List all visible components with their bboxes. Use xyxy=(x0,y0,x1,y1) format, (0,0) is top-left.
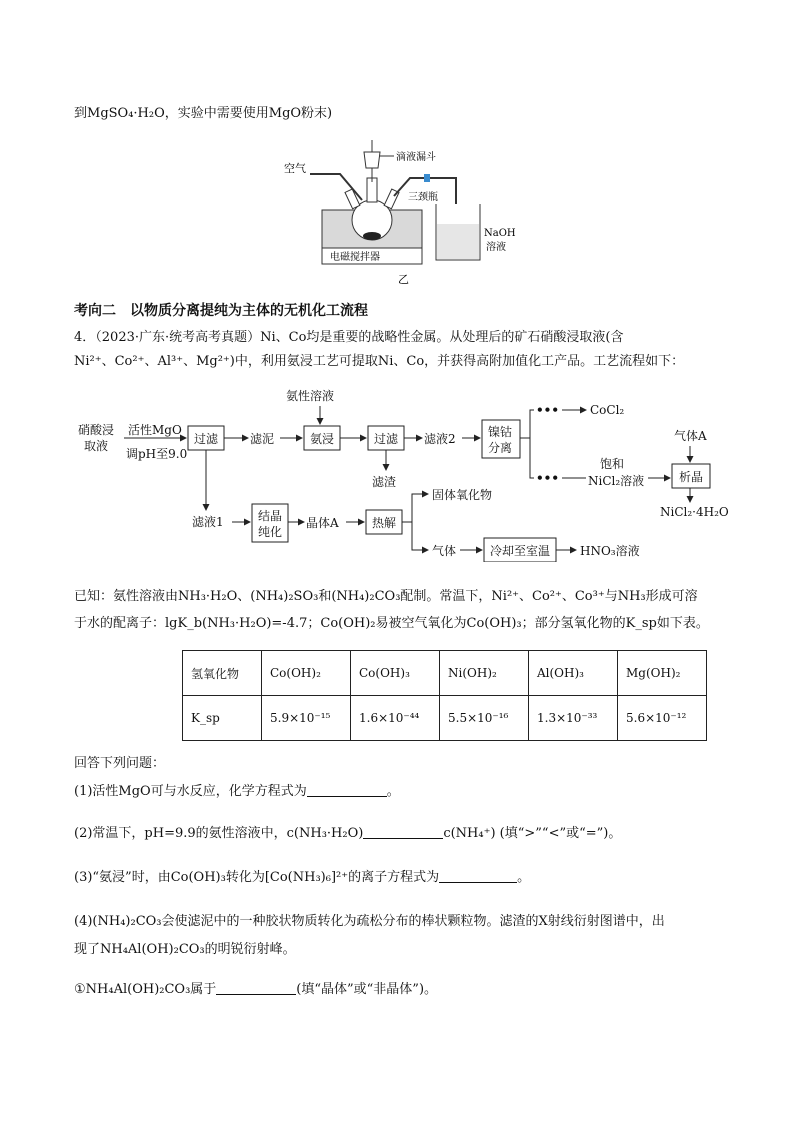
crystallize-label: 析晶 xyxy=(679,470,704,484)
q2-text: (2)常温下，pH=9.9的氨性溶液中，c(NH₃·H₂O) xyxy=(74,826,364,841)
ksp-table xyxy=(182,650,707,741)
q4a-end: (填“晶体”或“非晶体”)。 xyxy=(296,982,438,997)
tube-connector xyxy=(424,174,430,182)
ammonia-leach-label: 氨浸 xyxy=(310,432,335,446)
label-fig: 乙 xyxy=(398,273,409,286)
stir-bar xyxy=(363,232,381,240)
table-header-cell: Co(OH)₃ xyxy=(351,651,440,696)
question-2 xyxy=(74,822,621,841)
arrow-to-gas xyxy=(412,522,428,550)
feed-label-2: 取液 xyxy=(84,439,109,453)
solid-oxide-label: 固体氧化物 xyxy=(432,488,493,502)
q2-answer-blank[interactable] xyxy=(363,825,443,839)
question-1 xyxy=(74,780,400,799)
table-header-cell: Co(OH)₂ xyxy=(262,651,351,696)
filter-1-label: 过滤 xyxy=(194,432,219,446)
filter-2-label: 过滤 xyxy=(374,432,399,446)
crystal-a-label: 晶体A xyxy=(306,516,339,530)
table-header-cell: 氢氧化物 xyxy=(183,651,262,696)
table-header-cell: Al(OH)₃ xyxy=(529,651,618,696)
label-funnel: 滴液漏斗 xyxy=(396,152,436,163)
question-4-line-2: 现了NH₄Al(OH)₂CO₃的明锐衍射峰。 xyxy=(74,942,296,957)
filtrate-2-label: 滤液2 xyxy=(424,432,456,446)
question-4-line-1: (4)(NH₄)₂CO₃会使滤泥中的一种胶状物质转化为疏松分布的棒状颗粒物。滤渣的X射线衍射图谱中，出 xyxy=(74,914,665,929)
question-4a xyxy=(74,978,437,997)
dots-upper: ••• xyxy=(536,403,560,417)
ksp-value-row xyxy=(183,696,707,741)
answer-intro: 回答下列问题： xyxy=(74,756,166,771)
label-naoh-2: 溶液 xyxy=(486,242,506,253)
known-line-2: 于水的配离子：lgK_b(NH₃·H₂O)=-4.7；Co(OH)₂易被空气氧化为Co(OH)₃；部分氢氧化物的K_sp如下表。 xyxy=(74,616,709,631)
cocl2-label: CoCl₂ xyxy=(590,403,625,417)
label-air: 空气 xyxy=(284,162,306,175)
table-cell: 5.6×10⁻¹² xyxy=(618,696,707,741)
table-cell: 1.6×10⁻⁴⁴ xyxy=(351,696,440,741)
table-cell: 1.3×10⁻³³ xyxy=(529,696,618,741)
separation-label-1: 镍钴 xyxy=(488,425,513,439)
known-line-1: 已知：氨性溶液由NH₃·H₂O、(NH₄)₂SO₃和(NH₄)₂CO₃配制。常温下，Ni²⁺、Co²⁺、Co³⁺与NH₃形成可溶 xyxy=(74,589,698,604)
table-cell: 5.5×10⁻¹⁶ xyxy=(440,696,529,741)
filtrate-1-label: 滤液1 xyxy=(192,515,224,529)
table-row-label: K_sp xyxy=(183,696,262,741)
cooling-label: 冷却至室温 xyxy=(490,544,551,558)
ksp-header-row xyxy=(183,651,707,696)
intro-line xyxy=(74,102,332,121)
residue-label: 滤渣 xyxy=(372,475,397,489)
label-stirrer: 电磁搅拌器 xyxy=(330,252,380,263)
ammonia-solution-label: 氨性溶液 xyxy=(286,389,335,403)
q3-end: 。 xyxy=(517,870,531,885)
naoh-liquid xyxy=(437,224,479,259)
flask-left-neck xyxy=(345,189,360,209)
gas-label: 气体 xyxy=(432,544,457,558)
q4a-answer-blank[interactable] xyxy=(216,981,296,995)
q1-text: (1)活性MgO可与水反应，化学方程式为 xyxy=(74,784,307,799)
gas-a-label: 气体A xyxy=(674,429,707,443)
question-line-2: Ni²⁺、Co²⁺、Al³⁺、Mg²⁺)中，利用氨浸工艺可提取Ni、Co，并获得高附加值化工产品。工艺流程如下： xyxy=(74,354,685,369)
intro-formula: MgSO₄·H₂O xyxy=(87,106,165,121)
apparatus-figure xyxy=(270,138,540,288)
q1-end: 。 xyxy=(386,784,400,799)
section-title: 考向二 以物质分离提纯为主体的无机化工流程 xyxy=(74,303,368,319)
saturated-label-1: 饱和 xyxy=(600,457,625,471)
pyrolysis-label: 热解 xyxy=(372,516,397,530)
table-header-cell: Mg(OH)₂ xyxy=(618,651,707,696)
dropping-funnel xyxy=(364,152,380,168)
separation-label-2: 分离 xyxy=(488,441,513,455)
q1-answer-blank[interactable] xyxy=(307,783,387,797)
feed-label-1: 硝酸浸 xyxy=(78,423,115,437)
q3-text: (3)“氨浸”时，由Co(OH)₃转化为[Co(NH₃)₆]²⁺的离子方程式为 xyxy=(74,870,440,885)
intro-suffix: ，实验中需要使用MgO粉末) xyxy=(164,106,333,121)
branch-up xyxy=(520,410,534,438)
sludge-label: 滤泥 xyxy=(250,432,275,446)
q2-end: c(NH₄⁺) (填“>”“<”或“=”)。 xyxy=(443,826,622,841)
reagent-mgo: 活性MgO xyxy=(128,423,182,437)
branch-down xyxy=(530,438,534,478)
process-flow-diagram xyxy=(76,382,766,562)
table-cell: 5.9×10⁻¹⁵ xyxy=(262,696,351,741)
reagent-ph: 调pH至9.0 xyxy=(126,447,188,461)
label-naoh-1: NaOH xyxy=(484,228,516,239)
nicl2-product-label: NiCl₂·4H₂O xyxy=(660,505,729,519)
question-3 xyxy=(74,866,530,885)
arrow-to-solid xyxy=(402,494,428,522)
q4a-text: ①NH₄Al(OH)₂CO₃属于 xyxy=(74,982,217,997)
dots-lower: ••• xyxy=(536,471,560,485)
table-header-cell: Ni(OH)₂ xyxy=(440,651,529,696)
q3-answer-blank[interactable] xyxy=(439,869,517,883)
purify-label-2: 纯化 xyxy=(258,525,283,539)
intro-prefix: 到 xyxy=(74,106,88,121)
question-line-1: 4．（2023·广东·统考高考真题）Ni、Co均是重要的战略性金属。从处理后的矿石硝酸浸取液(含 xyxy=(74,330,624,345)
label-flask: 三颈瓶 xyxy=(408,192,438,203)
purify-label-1: 结晶 xyxy=(258,509,283,523)
saturated-label-2: NiCl₂溶液 xyxy=(588,474,645,488)
hno3-label: HNO₃溶液 xyxy=(580,544,640,558)
